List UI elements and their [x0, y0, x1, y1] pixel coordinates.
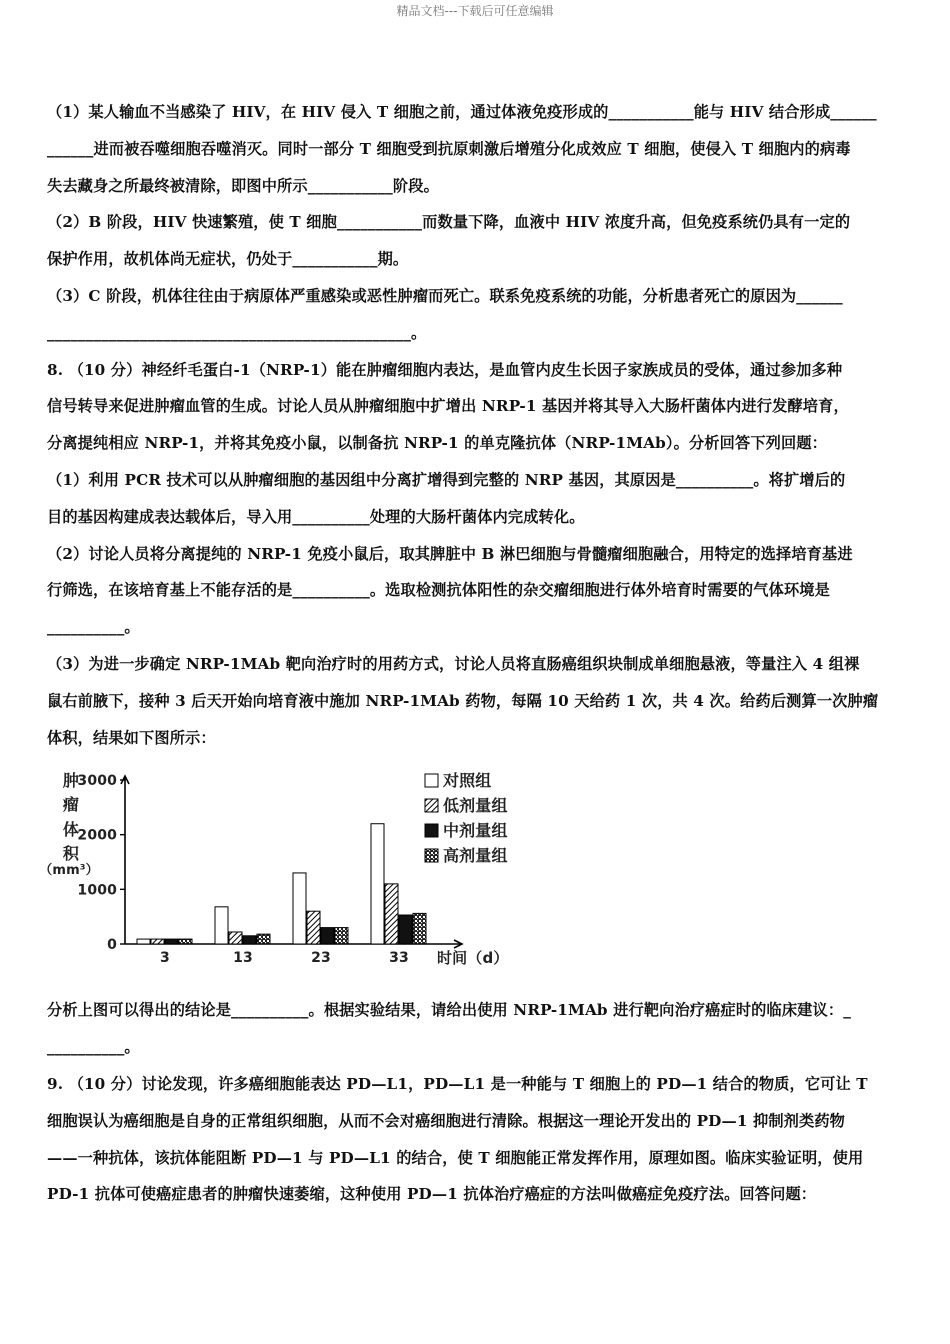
bar-white-33: [371, 824, 384, 944]
x-tick-label: 13: [233, 950, 253, 967]
q9-line1: 9. （10 分）讨论发现，许多癌细胞能表达 PD—L1，PD—L1 是一种能与 T 细胞上的 PD—1 结合的物质，它可让 T: [47, 1074, 868, 1093]
y-axis-label-char: 瘤: [62, 795, 80, 815]
bar-white-13: [215, 907, 228, 944]
bar-hatch-23: [307, 912, 320, 945]
q8-p1-line2: 目的基因构建成表达载体后，导入用__________处理的大肠杆菌体内完成转化。: [47, 507, 585, 526]
q7-p3-line1: （3）C 阶段，机体往往由于病原体严重感染或恶性肿瘤而死亡。联系免疫系统的功能，分析患者死亡的原因为______: [47, 286, 843, 305]
bar-white-3: [137, 939, 150, 944]
q9-line4: PD-1 抗体可使癌症患者的肿瘤快速萎缩，这种使用 PD—1 抗体治疗癌症的方法叫做癌症免疫疗法。回答问题：: [47, 1185, 817, 1204]
tumor-volume-chart-svg: [39, 760, 527, 992]
legend-label: 中剂量组: [443, 821, 508, 841]
q7-p1-line3: 失去藏身之所最终被清除，即图中所示___________阶段。: [47, 176, 439, 195]
bar-black-13: [243, 936, 256, 944]
y-axis-label-char: 积: [62, 844, 80, 864]
q9-line3: ——一种抗体，该抗体能阻断 PD—1 与 PD—L1 的结合，使 T 细胞能正常发挥作用，原理如图。临床实验证明，使用: [47, 1148, 864, 1167]
x-axis-label: 时间（d）: [437, 949, 509, 968]
y-tick-label: 1000: [77, 882, 117, 899]
q7-p1-line2: ______进而被吞噬细胞吞噬消灭。同时一部分 T 细胞受到抗原刺激后增殖分化成效应 T 细胞，使侵入 T 细胞内的病毒: [47, 139, 851, 158]
bar-dots-3: [179, 939, 192, 944]
legend-label: 高剂量组: [443, 846, 508, 866]
bar-dots-33: [413, 914, 426, 945]
legend-swatch-white: [425, 774, 438, 787]
bar-dots-13: [257, 935, 270, 945]
q8-intro-line1: 8. （10 分）神经纤毛蛋白-1（NRP-1）能在肿瘤细胞内表达，是血管内皮生长因子家族成员的受体，通过参加多种: [47, 360, 843, 379]
q8-p3-line1: （3）为进一步确定 NRP-1MAb 靶向治疗时的用药方式，讨论人员将直肠癌组织块制成单细胞悬液，等量注入 4 组裸: [47, 654, 860, 673]
bar-white-23: [293, 873, 306, 944]
q8-p2-line3: __________。: [47, 618, 140, 637]
bar-hatch-33: [385, 884, 398, 944]
bar-hatch-3: [151, 939, 164, 944]
x-tick-label: 3: [160, 950, 170, 967]
y-tick-label: 3000: [77, 773, 117, 790]
q8-intro-line2: 信号转导来促进肿瘤血管的生成。讨论人员从肿瘤细胞中扩增出 NRP-1 基因并将其导入大肠杆菌体内进行发酵培育，: [47, 397, 849, 416]
tumor-volume-chart: [39, 760, 905, 992]
y-axis-label-char: 肿: [62, 771, 80, 791]
q8-p1-line1: （1）利用 PCR 技术可以从肿瘤细胞的基因组中分离扩增得到完整的 NRP 基因，其原因是__________。将扩增后的: [47, 470, 846, 489]
q8-p3-line3: 体积，结果如下图所示：: [47, 728, 216, 747]
q9-line2: 细胞误认为癌细胞是自身的正常组织细胞，从而不会对癌细胞进行清除。根据这一理论开发出的 PD—1 抑制剂类药物: [47, 1111, 846, 1130]
q8-intro-line3: 分离提纯相应 NRP-1，并将其免疫小鼠，以制备抗 NRP-1 的单克隆抗体（NRP-1MAb）。分析回答下列回题：: [47, 434, 828, 453]
q8-p2-line2: 行筛选，在该培育基上不能存活的是__________。选取检测抗体阳性的杂交瘤细胞进行体外培育时需要的气体环境是: [47, 581, 830, 600]
document-body: [39, 94, 905, 1213]
q8-after-line1: 分析上图可以得出的结论是__________。根据实验结果，请给出使用 NRP-1MAb 进行靶向治疗癌症时的临床建议：_: [47, 1001, 851, 1020]
bar-black-33: [399, 915, 412, 944]
legend-label: 对照组: [443, 771, 492, 791]
bar-black-23: [321, 928, 334, 944]
y-tick-label: 0: [107, 937, 117, 954]
legend-swatch-hatch: [425, 799, 438, 812]
bar-dots-23: [335, 928, 348, 944]
y-axis-label-char: 体: [62, 820, 80, 840]
header-watermark: 精品文档---下载后可任意编辑: [396, 4, 554, 18]
q8-after-line2: __________。: [47, 1038, 140, 1057]
q8-p3-line2: 鼠右前腋下，接种 3 后天开始向培育液中施加 NRP-1MAb 药物，每隔 10 天给药 1 次，共 4 次。给药后测算一次肿瘤: [47, 691, 879, 710]
y-axis-unit: （mm³）: [39, 863, 99, 879]
legend-label: 低剂量组: [443, 796, 508, 816]
x-tick-label: 23: [311, 950, 331, 967]
legend-swatch-black: [425, 824, 438, 837]
bar-black-3: [165, 939, 178, 944]
q7-p2-line1: （2）B 阶段，HIV 快速繁殖，使 T 细胞___________而数量下降，血液中 HIV 浓度升高，但免疫系统仍具有一定的: [47, 213, 851, 232]
y-tick-label: 2000: [77, 828, 117, 845]
q7-p3-line2: _______________________________________________。: [47, 323, 427, 342]
bar-hatch-13: [229, 932, 242, 944]
q8-p2-line1: （2）讨论人员将分离提纯的 NRP-1 免疫小鼠后，取其脾脏中 B 淋巴细胞与骨髓瘤细胞融合，用特定的选择培育基进: [47, 544, 853, 563]
x-tick-label: 33: [389, 950, 409, 967]
q7-p2-line2: 保护作用，故机体尚无症状，仍处于___________期。: [47, 250, 409, 269]
legend-swatch-dots: [425, 849, 438, 862]
q7-p1-line1: （1）某人输血不当感染了 HIV，在 HIV 侵入 T 细胞之前，通过体液免疫形成的___________能与 HIV 结合形成______: [47, 103, 877, 121]
